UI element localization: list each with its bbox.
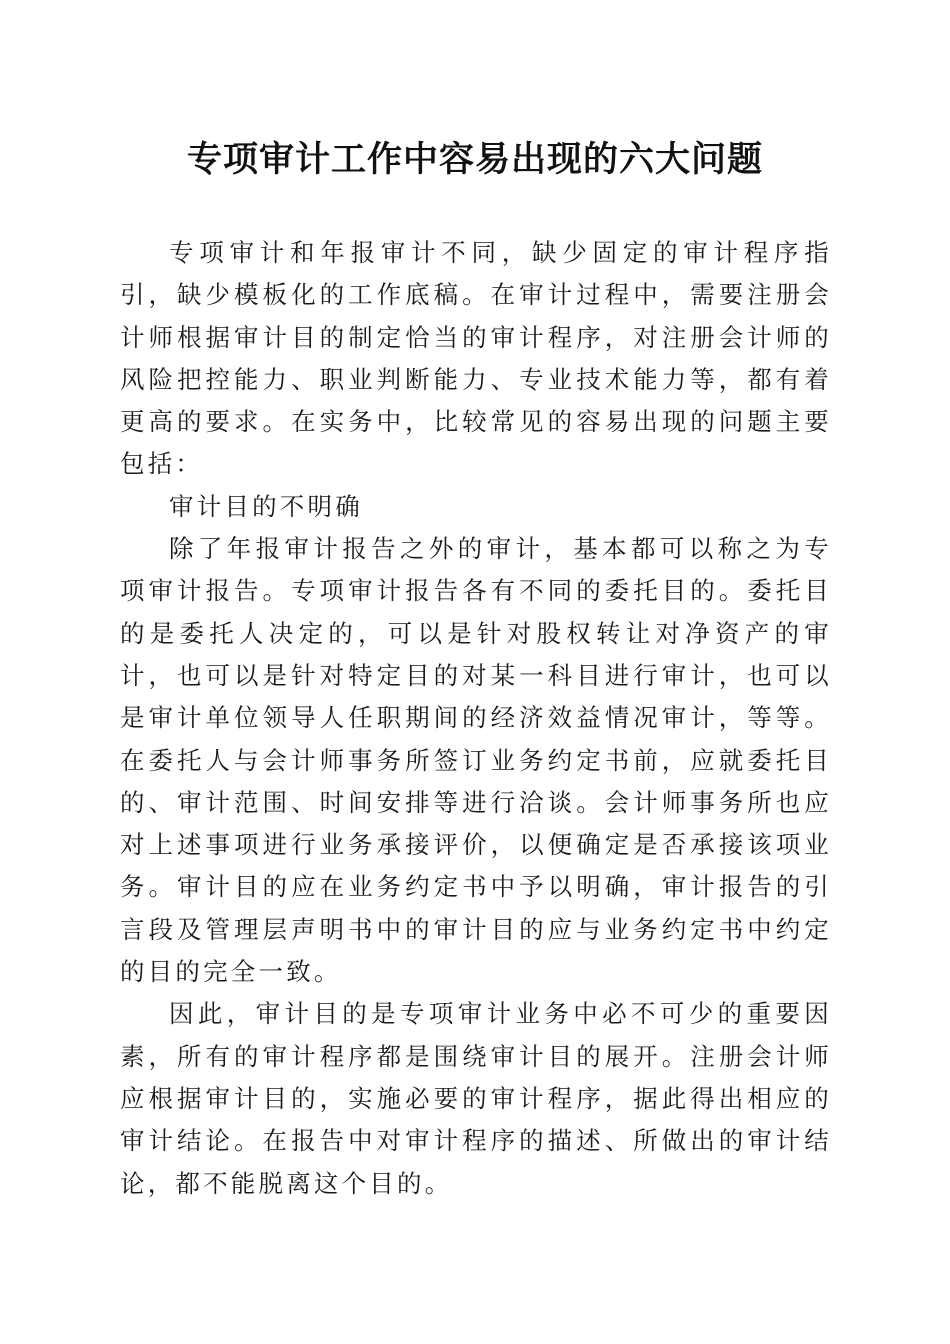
document-title: 专项审计工作中容易出现的六大问题	[186, 139, 763, 180]
document-body	[120, 232, 832, 1205]
paragraph-conclusion: 因此，审计目的是专项审计业务中必不可少的重要因素，所有的审计程序都是围绕审计目的展开。注册会计师应根据审计目的，实施必要的审计程序，据此得出相应的审计结论。在报告中对审计程序的描述、所做出的审计结论，都不能脱离这个目的。	[120, 999, 832, 1198]
section-heading: 审计目的不明确	[169, 491, 363, 521]
paragraph-audit-purpose: 除了年报审计报告之外的审计，基本都可以称之为专项审计报告。专项审计报告各有不同的委托目的。委托目的是委托人决定的，可以是针对股权转让对净资产的审计，也可以是针对特定目的对某一科目进行审计，也可以是审计单位领导人任职期间的经济效益情况审计，等等。在委托人与会计师事务所签订业务约定书前，应就委托目的、审计范围、时间安排等进行洽谈。会计师事务所也应对上述事项进行业务承接评价，以便确定是否承接该项业务。审计目的应在业务约定书中予以明确，审计报告的引言段及管理层声明书中的审计目的应与业务约定书中约定的目的完全一致。	[120, 534, 832, 987]
paragraph-intro: 专项审计和年报审计不同，缺少固定的审计程序指引，缺少模板化的工作底稿。在审计过程中，需要注册会计师根据审计目的制定恰当的审计程序，对注册会计师的风险把控能力、职业判断能力、专业技术能力等，都有着更高的要求。在实务中，比较常见的容易出现的问题主要包括：	[120, 238, 832, 479]
